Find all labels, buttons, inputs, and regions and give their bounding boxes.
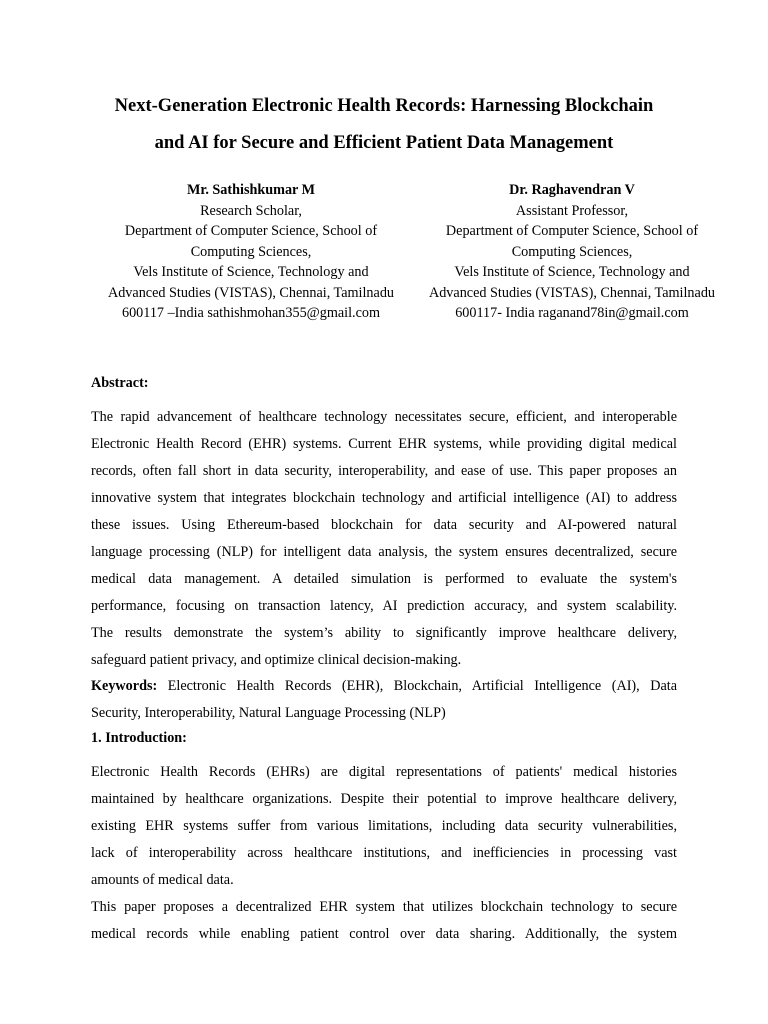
abstract-line: performance, focusing on transaction latency, AI prediction accuracy, and system scalability.	[91, 598, 677, 614]
abstract-line: safeguard patient privacy, and optimize clinical decision-making.	[91, 652, 462, 668]
keywords-text: Electronic Health Records (EHR), Blockchain, Artificial Intelligence (AI), Data	[157, 678, 677, 694]
abstract-line: The results demonstrate the system’s ability to significantly improve healthcare delivery,	[91, 625, 677, 641]
introduction-line: This paper proposes a decentralized EHR system that utilizes blockchain technology to secure	[91, 899, 677, 915]
paper-title-line-2: and AI for Secure and Efficient Patient Data Management	[154, 133, 614, 153]
keywords-label: Keywords:	[91, 678, 158, 694]
introduction-paragraph-2	[91, 894, 677, 948]
author-name: Mr. Sathishkumar M	[186, 182, 316, 198]
introduction-heading: 1. Introduction:	[91, 730, 187, 746]
author-block-1	[92, 180, 410, 324]
author-institute-location: Advanced Studies (VISTAS), Chennai, Tamilnadu	[428, 284, 716, 301]
introduction-line: existing EHR systems suffer from various limitations, including data security vulnerabilities,	[91, 818, 677, 834]
abstract-line: these issues. Using Ethereum-based blockchain for data security and AI-powered natural	[91, 517, 677, 533]
author-block-2	[414, 180, 730, 324]
author-institute-location: Advanced Studies (VISTAS), Chennai, Tamilnadu	[107, 284, 395, 301]
introduction-line: Electronic Health Records (EHRs) are digital representations of patients' medical histories	[91, 764, 677, 780]
abstract-line: Electronic Health Record (EHR) systems. Current EHR systems, while providing digital medical	[91, 436, 677, 452]
paper-title-line-1: Next-Generation Electronic Health Records: Harnessing Blockchain	[114, 96, 654, 116]
author-department: Department of Computer Science, School of	[445, 223, 699, 239]
paper-title	[60, 88, 708, 162]
keywords-line-2: Security, Interoperability, Natural Language Processing (NLP)	[91, 705, 446, 721]
abstract-line: innovative system that integrates blockchain technology and artificial intelligence (AI) to address	[91, 490, 677, 506]
author-name: Dr. Raghavendran V	[509, 182, 635, 198]
author-contact: 600117 –India sathishmohan355@gmail.com	[121, 305, 381, 321]
author-institute: Vels Institute of Science, Technology and	[454, 264, 690, 280]
introduction-line: amounts of medical data.	[91, 872, 234, 888]
introduction-line: maintained by healthcare organizations. Despite their potential to improve healthcare delivery,	[91, 791, 677, 807]
abstract-line: medical data management. A detailed simulation is performed to evaluate the system's	[91, 571, 677, 587]
abstract-body	[91, 404, 677, 674]
introduction-line: medical records while enabling patient control over data sharing. Additionally, the system	[91, 926, 677, 942]
author-department: Department of Computer Science, School of	[124, 223, 378, 239]
introduction-line: lack of interoperability across healthcare institutions, and inefficiencies in processing vast	[91, 845, 677, 861]
keywords-line-1	[91, 673, 677, 700]
author-school: Computing Sciences,	[190, 243, 312, 260]
introduction-paragraph-1	[91, 759, 677, 894]
author-designation: Research Scholar,	[200, 202, 302, 219]
author-designation: Assistant Professor,	[515, 202, 629, 219]
author-contact: 600117- India raganand78in@gmail.com	[455, 305, 689, 321]
abstract-line: language processing (NLP) for intelligent data analysis, the system ensures decentralized, secure	[91, 544, 677, 560]
author-institute: Vels Institute of Science, Technology and	[133, 264, 369, 280]
abstract-line: records, often fall short in data security, interoperability, and ease of use. This paper proposes an	[91, 463, 677, 479]
author-school: Computing Sciences,	[511, 243, 633, 260]
abstract-heading: Abstract:	[91, 375, 149, 391]
keywords	[91, 673, 677, 727]
abstract-line: The rapid advancement of healthcare technology necessitates secure, efficient, and interoperable	[91, 409, 677, 425]
